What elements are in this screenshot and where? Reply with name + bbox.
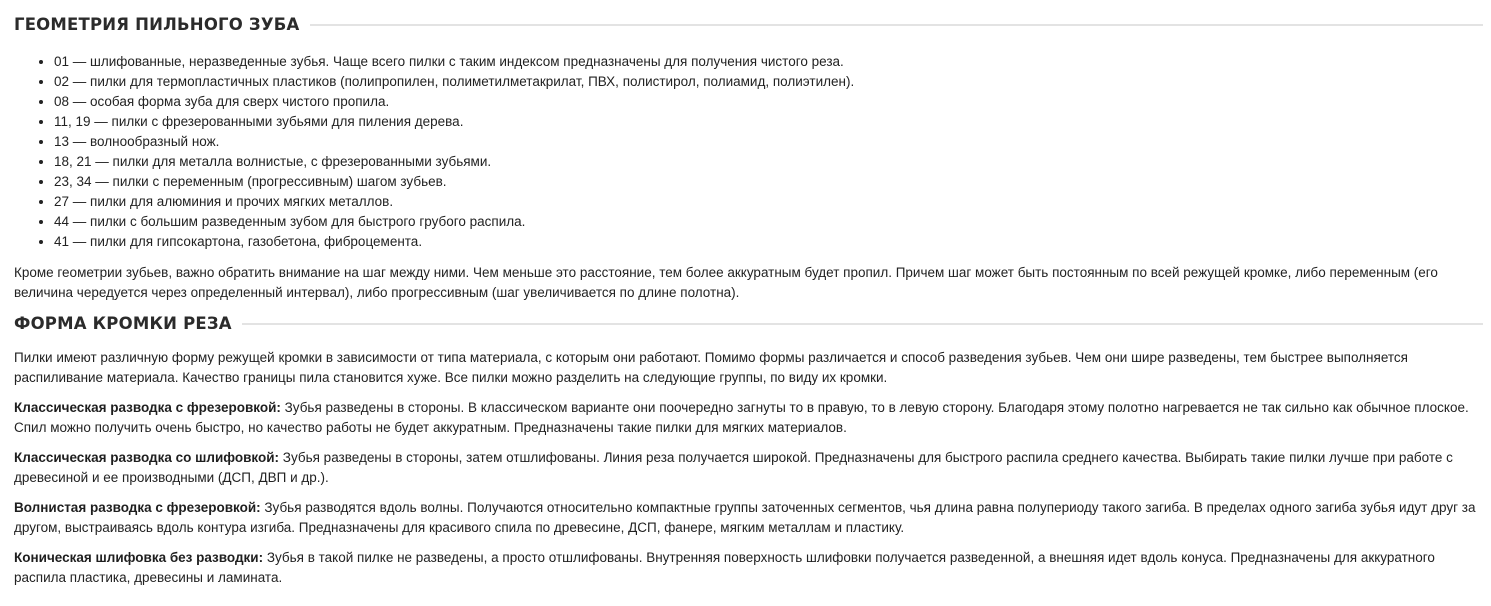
list-item: • 11, 19 — пилки с фрезерованными зубьями для пиления дерева. [54,112,1483,132]
list-item: • 27 — пилки для алюминия и прочих мягких металлов. [54,192,1483,212]
list-item: • 23, 34 — пилки с переменным (прогрессивным) шагом зубьев. [54,172,1483,192]
edge-type-text: Зубья разведены в стороны, затем отшлифованы. Линия реза получается широкой. Предназначены для быстрого распила среднего качества. Выбирать такие пилки лучше при работе с древесиной и ее производными (ДСП, ДВП и др.). [14,450,1453,485]
section-heading-edge-form [14,312,1483,334]
edge-type-paragraph [14,398,1483,438]
edge-type-text: Зубья в такой пилке не разведены, а просто отшлифованы. Внутренняя поверхность шлифовки получается разведенной, а внешняя идет вдоль конуса. Предназначены для аккуратного распила пластика, древесины и ламината. [14,550,1435,585]
list-item: • 08 — особая форма зуба для сверх чистого пропила. [54,92,1483,112]
edge-type-term: Классическая разводка со шлифовкой: [14,450,280,465]
edge-intro-paragraph: Пилки имеют различную форму режущей кромки в зависимости от типа материала, с которым они работают. Помимо формы различается и способ разведения зубьев. Чем они шире разведены, тем быстрее выполняется распиливание материала. Качество границы пила становится хуже. Все пилки можно разделить на следующие группы, по виду их кромки. [14,350,1408,385]
geometry-list [14,52,1483,252]
list-item: • 13 — волнообразный нож. [54,132,1483,152]
section-title: ФОРМА КРОМКИ РЕЗА [14,313,232,333]
pitch-paragraph: Кроме геометрии зубьев, важно обратить внимание на шаг между ними. Чем меньше это расстояние, тем более аккуратным будет пропил. Причем шаг может быть постоянным по всей режущей кромке, либо переменным (его величина чередуется через определенный интервал), либо прогрессивным (шаг увеличивается по длине полотна). [14,265,1438,300]
edge-type-text: Зубья разводятся вдоль волны. Получаются относительно компактные группы заточенных сегментов, чья длина равна полупериоду такого загиба. В пределах одного загиба зубья идут друг за другом, выстраиваясь вдоль контура изгиба. Предназначены для красивого спила по древесине, ДСП, фанере, мягким металлам и пластику. [14,500,1476,535]
edge-type-paragraph [14,498,1483,538]
list-item: • 41 — пилки для гипсокартона, газобетона, фиброцемента. [54,232,1483,252]
edge-type-term: Волнистая разводка с фрезеровкой: [14,500,261,515]
edge-type-text: Зубья разведены в стороны. В классическом варианте они поочередно загнуты то в правую, то в левую сторону. Благодаря этому полотно нагревается не так сильно как обычное плоское. Спил можно получить очень быстро, но качество работы не будет аккуратным. Предназначены такие пилки для мягких материалов. [14,400,1469,435]
list-item: • 18, 21 — пилки для металла волнистые, с фрезерованными зубьями. [54,152,1483,172]
article-content [0,13,1491,588]
edge-type-term: Классическая разводка с фрезеровкой: [14,400,281,415]
heading-divider [310,24,1483,26]
edge-type-term: Коническая шлифовка без разводки: [14,550,264,565]
section-heading-geometry [14,13,1483,35]
list-item: • 01 — шлифованные, неразведенные зубья. Чаще всего пилки с таким индексом предназначены для получения чистого реза. [54,52,1483,72]
list-item: • 44 — пилки с большим разведенным зубом для быстрого грубого распила. [54,212,1483,232]
heading-divider [242,323,1483,325]
list-item: • 02 — пилки для термопластичных пластиков (полипропилен, полиметилметакрилат, ПВХ, полистирол, полиамид, полиэтилен). [54,72,1483,92]
section-title: ГЕОМЕТРИЯ ПИЛЬНОГО ЗУБА [14,14,300,34]
edge-type-paragraph [14,548,1483,588]
edge-type-paragraph [14,448,1483,488]
